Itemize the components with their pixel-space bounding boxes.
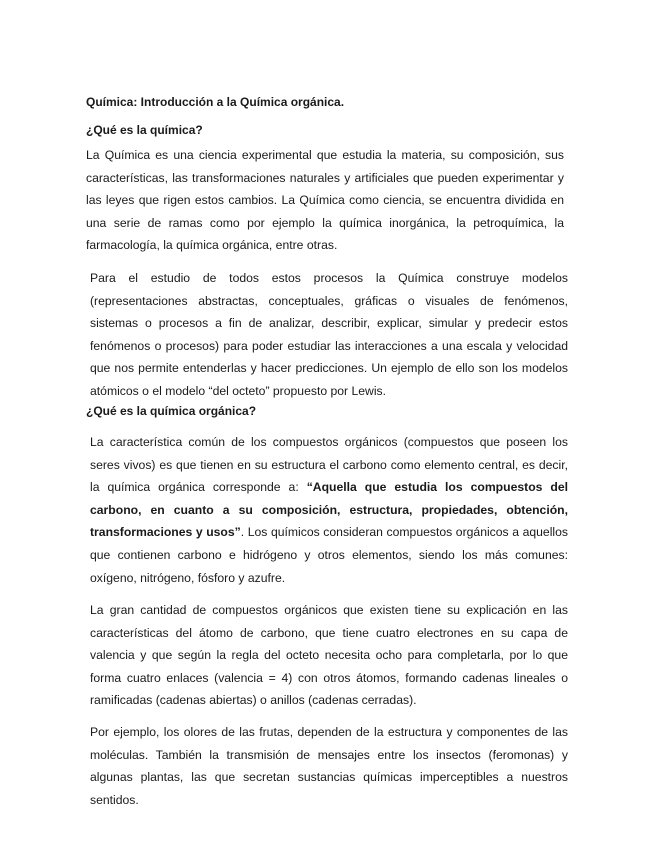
heading-que-es-la-quimica-organica: ¿Qué es la química orgánica? — [86, 404, 257, 418]
paragraph-quimica-organica-start: La característica común de los compuestos orgánicos (compuestos que poseen los seres vivos) es que tienen en su estructura el carbono como elemento central, es decir, la química orgánica corresponde a: — [90, 435, 568, 495]
paragraph-atomo-carbono: La gran cantidad de compuestos orgánicos que existen tiene su explicación en las características del átomo de carbono, que tiene cuatro electrones en su capa de valencia y que según la regla del octeto necesita ocho para completarla, por lo que forma cuatro enlaces (valencia = 4) con otros átomos, formando cadenas lineales o ramificadas (cadenas abiertas) o anillos (cadenas cerradas). — [90, 603, 568, 708]
paragraph-modelos: Para el estudio de todos estos procesos la Química construye modelos (representaciones abstractas, conceptuales, gráficas o visuales de fenómenos, sistemas o procesos a fin de analizar, describir, explicar, simular y predecir estos fenómenos o procesos) para poder estudiar las interacciones a una escala y velocidad que nos permite entenderlas y hacer predicciones. Un ejemplo de ello son los modelos atómicos o el modelo “del octeto” propuesto por Lewis. — [90, 271, 568, 398]
paragraph-quimica-organica-end: . Los químicos consideran compuestos orgánicos a aquellos que contienen carbono e hidrógeno y otros elementos, siendo los más comunes: oxígeno, nitrógeno, fósforo y azufre. — [90, 525, 568, 585]
paragraph-definicion-quimica: La Química es una ciencia experimental que estudia la materia, su composición, sus características, las transformaciones naturales y artificiales que pueden experimentar y las leyes que rigen estos cambios. La Química como ciencia, se encuentra dividida en una serie de ramas como por ejemplo la química inorgánica, la petroquímica, la farmacología, la química orgánica, entre otras. — [86, 148, 564, 253]
paragraph-quimica-organica — [90, 431, 568, 589]
paragraph-ejemplos: Por ejemplo, los olores de las frutas, dependen de la estructura y componentes de las moléculas. También la transmisión de mensajes entre los insectos (feromonas) y algunas plantas, las que secretan sustancias químicas imperceptibles a nuestros sentidos. — [90, 725, 568, 807]
heading-que-es-la-quimica: ¿Qué es la química? — [86, 123, 203, 137]
document-title: Química: Introducción a la Química orgánica. — [86, 95, 345, 109]
definition-quote: “Aquella que estudia los compuestos del carbono, en cuanto a su composición, estructura, propiedades, obtención, transformaciones y usos” — [90, 480, 568, 540]
